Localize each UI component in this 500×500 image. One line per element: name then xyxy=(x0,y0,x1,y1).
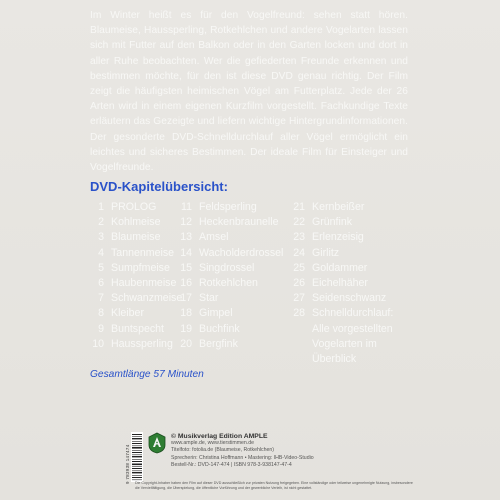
chapter-number: 2 xyxy=(98,216,104,229)
chapter-name: Seidenschwanz xyxy=(312,292,387,305)
chapter-number: 20 xyxy=(180,337,192,350)
chapter-item xyxy=(178,276,296,291)
chapter-name: Erlenzeisig xyxy=(312,231,364,244)
chapter-name: Amsel xyxy=(199,231,229,244)
chapter-item xyxy=(178,322,296,337)
chapter-item xyxy=(291,276,421,291)
order-number: Bestell-Nr.: DVD-147-474 | ISBN 978-3-938147-47-4 xyxy=(171,461,292,468)
chapter-name: Alle vorgestellten xyxy=(312,322,393,335)
chapter-item xyxy=(178,200,296,215)
chapter-name: Buchfink xyxy=(199,322,240,335)
chapter-number xyxy=(291,352,312,367)
chapter-name: Bergfink xyxy=(199,337,238,350)
ample-logo-icon xyxy=(148,432,166,454)
chapter-item-continuation xyxy=(291,322,421,337)
chapter-item xyxy=(291,200,421,215)
barcode-digits: 9 783938 147474 xyxy=(125,444,130,484)
chapter-name: Tannenmeise xyxy=(111,246,175,259)
chapter-item xyxy=(291,230,421,245)
chapter-item xyxy=(90,322,180,337)
chapter-number: 24 xyxy=(293,246,305,259)
chapter-number: 22 xyxy=(293,216,305,229)
chapter-name: Girlitz xyxy=(312,246,340,259)
chapter-name: Haubenmeise xyxy=(111,277,177,290)
chapter-number: 9 xyxy=(98,322,104,335)
chapter-item xyxy=(90,215,180,230)
chapter-number: 5 xyxy=(98,261,104,274)
chapter-name: Sumpfmeise xyxy=(111,261,170,274)
chapter-number: 16 xyxy=(180,277,192,290)
chapter-number: 7 xyxy=(98,292,104,305)
barcode-icon xyxy=(131,432,143,482)
chapter-number: 21 xyxy=(293,201,305,213)
chapter-item-continuation xyxy=(291,352,421,367)
chapter-name: Schnelldurchlauf: xyxy=(312,307,394,320)
chapter-name: Goldammer xyxy=(312,261,368,274)
chapter-number: 17 xyxy=(180,292,192,305)
chapter-number: 4 xyxy=(98,246,104,259)
chapter-item-continuation xyxy=(291,337,421,352)
chapter-name: Wacholderdrossel xyxy=(199,246,284,259)
chapter-name: Rotkehlchen xyxy=(199,277,258,290)
chapters-column-1 xyxy=(90,200,183,352)
chapter-item xyxy=(178,261,296,276)
chapter-number xyxy=(291,337,312,352)
chapter-number: 13 xyxy=(180,231,192,244)
chapter-number xyxy=(291,322,312,337)
chapter-name: Buntspecht xyxy=(111,322,165,335)
chapter-item xyxy=(291,291,421,306)
production-credits: Sprecherin: Christina Hoffmann • Mastering: IHB-Video-Studio xyxy=(171,454,314,461)
chapters-heading: DVD-Kapitelübersicht: xyxy=(90,179,228,194)
publisher-name: © Musikverlag Edition AMPLE xyxy=(171,433,268,440)
chapter-name: Kernbeißer xyxy=(312,201,365,213)
chapter-item xyxy=(178,215,296,230)
chapter-name: Kohlmeise xyxy=(111,216,161,229)
chapter-name: Feldsperling xyxy=(199,201,257,213)
chapter-name: Eichelhäher xyxy=(312,277,368,290)
chapter-number: 28 xyxy=(293,307,305,320)
chapter-item xyxy=(291,215,421,230)
chapter-number: 3 xyxy=(98,231,104,244)
chapter-number: 8 xyxy=(98,307,104,320)
chapter-number: 18 xyxy=(180,307,192,320)
chapter-name: Grünfink xyxy=(312,216,353,229)
chapter-name: Blaumeise xyxy=(111,231,161,244)
chapter-item xyxy=(90,246,180,261)
chapter-item xyxy=(90,261,180,276)
chapter-number: 19 xyxy=(180,322,192,335)
chapter-number: 14 xyxy=(180,246,192,259)
chapter-number: 1 xyxy=(98,201,104,213)
chapter-number: 25 xyxy=(293,261,305,274)
chapter-name: PROLOG xyxy=(111,201,157,213)
chapters-column-2 xyxy=(178,200,296,352)
chapter-item xyxy=(178,246,296,261)
chapter-name: Heckenbraunelle xyxy=(199,216,279,229)
chapter-item xyxy=(90,230,180,245)
intro-paragraph: Im Winter heißt es für den Vogelfreund: sehen statt hören. Blaumeise, Haussperling, Rotkehlchen und andere Vogelarten lassen sich mit Futter auf den Balkon oder in den Garten locken und dort in aller Ruhe beobachten. Wer die gefiederten Freunde erkennen und bestimmen möchte, für den ist diese DVD genau richtig. Der Film zeigt die häufigsten heimischen Vögel am Futterplatz. Jede der 26 Arten wird in einem eigenen Kurzfilm vorgestellt. Fachkundige Texte erläutern das Gezeigte und liefern wichtige Hintergrundinformationen. Der gesonderte DVD-Schnelldurchlauf aller Vögel ermöglicht ein leichtes und sicheres Bestimmen. Der ideale Film für Einsteiger und Vogelfreunde. xyxy=(90,10,408,174)
chapter-item xyxy=(291,261,421,276)
chapter-name: Singdrossel xyxy=(199,261,255,274)
chapter-name: Star xyxy=(199,292,219,305)
total-running-time: Gesamtlänge 57 Minuten xyxy=(90,369,204,380)
chapters-column-3 xyxy=(291,200,421,367)
publisher-info xyxy=(171,433,401,469)
photo-credit: Titelfoto: fotolia.de (Blaumeise, Rotkehlchen) xyxy=(171,447,275,454)
chapter-number: 6 xyxy=(98,277,104,290)
chapter-item xyxy=(178,230,296,245)
chapter-number: 27 xyxy=(293,292,305,305)
chapter-item xyxy=(178,291,296,306)
chapter-number: 12 xyxy=(180,216,192,229)
chapter-item xyxy=(90,276,180,291)
chapter-number: 26 xyxy=(293,277,305,290)
chapter-number: 23 xyxy=(293,231,305,244)
chapter-item xyxy=(291,246,421,261)
chapter-number: 10 xyxy=(92,337,104,350)
chapter-item xyxy=(178,306,296,321)
chapter-name: Gimpel xyxy=(199,307,233,320)
chapter-name: Haussperling xyxy=(111,337,173,350)
chapter-number: 15 xyxy=(180,261,192,274)
chapter-name: Kleiber xyxy=(111,307,144,320)
chapter-name: Überblick xyxy=(312,353,357,366)
chapter-item xyxy=(90,291,183,306)
copyright-notice: Die Copyright-Inhaber haben den Film auf dieser DVD ausschließlich zur privaten Nutzung freigegeben. Eine vollständige oder teilweise ungenehmigte Nutzung, insbesondere die Vervielfältigung, die Überspielung, die öffentliche Vorführung und der gewerbliche Verleih, ist nicht gestattet. xyxy=(135,481,413,490)
chapter-item xyxy=(90,306,180,321)
chapter-item xyxy=(291,306,421,321)
publisher-web: www.ample.de, www.tierstimmen.de xyxy=(171,440,255,447)
chapter-name: Schwanzmeise xyxy=(111,292,183,305)
chapter-item xyxy=(90,337,180,352)
chapter-number: 11 xyxy=(181,201,192,213)
chapter-item xyxy=(178,337,296,352)
chapter-item xyxy=(90,200,180,215)
chapter-name: Vogelarten im xyxy=(312,337,377,350)
